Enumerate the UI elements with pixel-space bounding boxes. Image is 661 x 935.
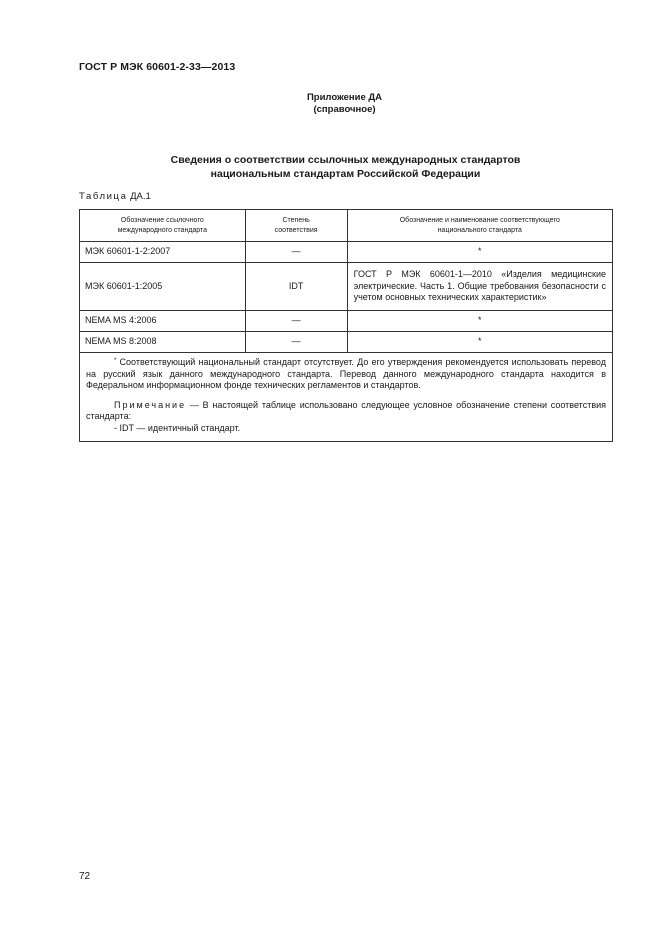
table-label-number: ДА.1 bbox=[130, 191, 151, 202]
appendix-subtitle: (справочное) bbox=[313, 104, 376, 115]
cell-national-standard: ГОСТ Р МЭК 60601-1—2010 «Изделия медицинские электрические. Часть 1. Общие требования безопасности с учетом основных технических характеристик» bbox=[347, 263, 612, 311]
footnote-marker: * bbox=[114, 358, 117, 364]
cell-degree: IDT bbox=[245, 263, 347, 311]
cell-intl-standard: NEMA MS 4:2006 bbox=[80, 311, 246, 332]
cell-intl-standard: МЭК 60601-1-2:2007 bbox=[80, 242, 246, 263]
cell-national-standard: * bbox=[347, 242, 612, 263]
table-row bbox=[80, 242, 613, 263]
cell-national-standard: * bbox=[347, 332, 612, 353]
appendix-heading bbox=[0, 92, 661, 116]
document-code: ГОСТ Р МЭК 60601-2-33—2013 bbox=[79, 61, 236, 73]
cell-degree: — bbox=[245, 332, 347, 353]
footnote bbox=[86, 357, 606, 392]
table-notes bbox=[80, 353, 613, 442]
table-row bbox=[80, 332, 613, 353]
section-title-line-2: национальным стандартам Российской Федерации bbox=[210, 168, 481, 180]
note-text: — В настоящей таблице использовано следующее условное обозначение степени соответствия стандарта: bbox=[86, 399, 606, 421]
page-number: 72 bbox=[79, 871, 91, 882]
cell-intl-standard: МЭК 60601-1:2005 bbox=[80, 263, 246, 311]
note-list-item: - IDT — идентичный стандарт. bbox=[114, 422, 241, 433]
column-header-intl-standard: Обозначение ссылочного международного стандарта bbox=[80, 210, 246, 242]
appendix-title: Приложение ДА bbox=[306, 92, 383, 103]
table-row bbox=[80, 311, 613, 332]
table-label bbox=[79, 191, 151, 202]
table-row bbox=[80, 263, 613, 311]
cell-degree: — bbox=[245, 242, 347, 263]
footnote-text: Соответствующий национальный стандарт отсутствует. До его утверждения рекомендуется использовать перевод на русский язык данного международного стандарта. Перевод данного международного стандарта находится в Федеральном информационном фонде технических регламентов и стандартов. bbox=[86, 357, 606, 390]
section-title-line-1: Сведения о соответствии ссылочных международных стандартов bbox=[170, 154, 521, 166]
column-header-national-standard: Обозначение и наименование соответствующего национального стандарта bbox=[347, 210, 612, 242]
standards-table bbox=[79, 209, 613, 442]
cell-intl-standard: NEMA MS 8:2008 bbox=[80, 332, 246, 353]
column-header-degree: Степень соответствия bbox=[245, 210, 347, 242]
table-notes-row bbox=[80, 353, 613, 442]
table-header-row bbox=[80, 210, 613, 242]
cell-national-standard: * bbox=[347, 311, 612, 332]
section-title bbox=[0, 153, 661, 181]
cell-degree: — bbox=[245, 311, 347, 332]
table-label-word: Таблица bbox=[79, 191, 128, 202]
table-note bbox=[86, 400, 606, 423]
note-label: Примечание bbox=[114, 399, 187, 410]
